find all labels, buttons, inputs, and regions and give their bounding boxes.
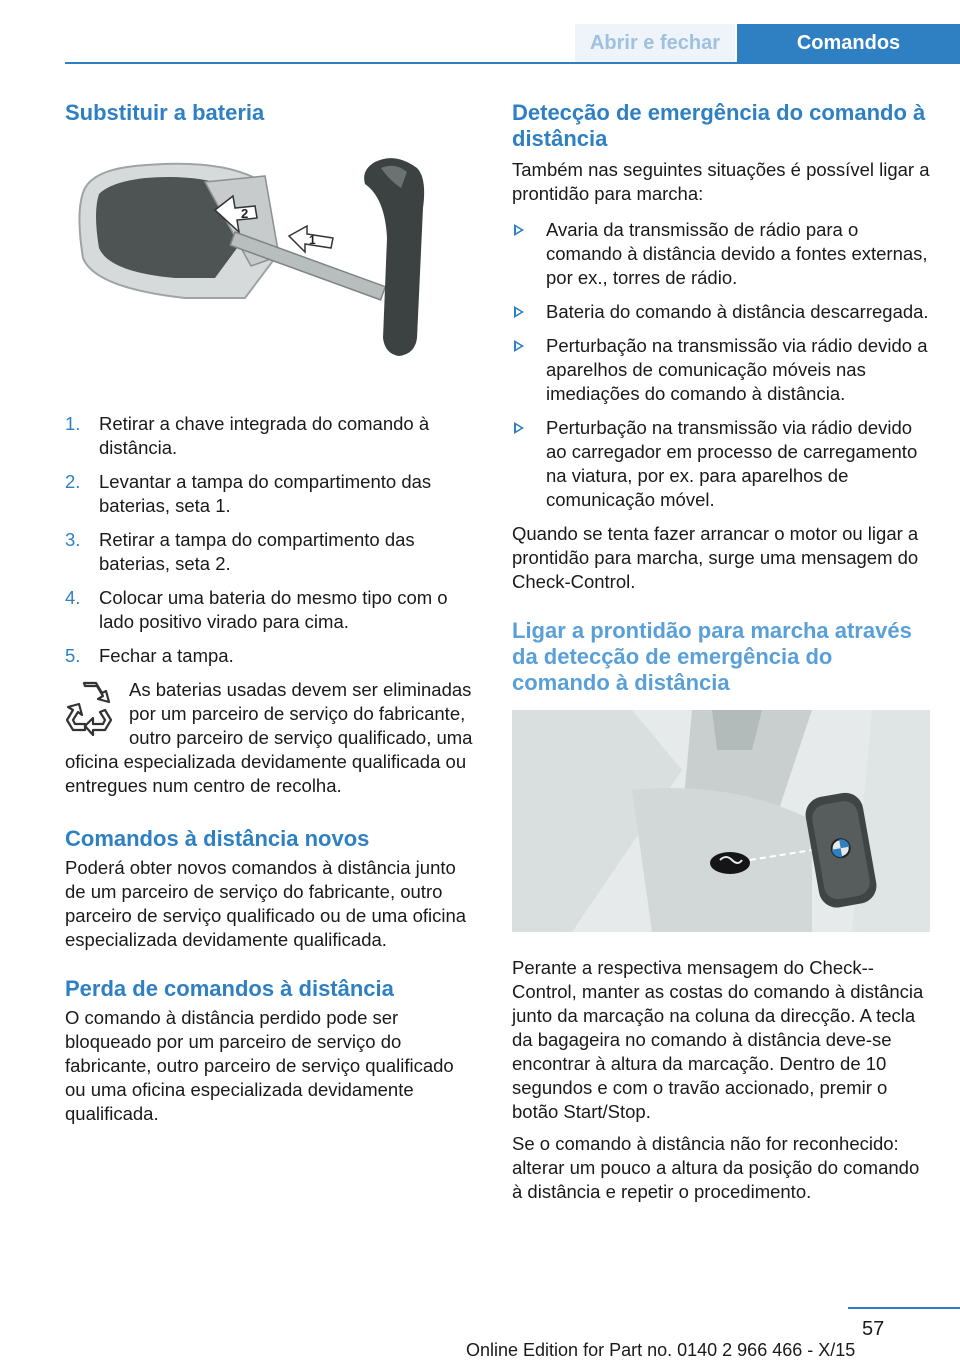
paragraph-new-remotes: Poderá obter novos comandos à distância junto de um parceiro de serviço do fabricante, outro parceiro de serviço qualificado ou de uma oficina especializada devidamente qualificada.: [65, 857, 467, 950]
tab-abrir-e-fechar[interactable]: Abrir e fechar: [575, 24, 735, 62]
recycle-note: [65, 678, 479, 798]
heading-emergency-detection: Detecção de emergência do comando à distância: [512, 100, 926, 151]
footer-rule: [848, 1307, 960, 1309]
step-number: 5.: [65, 645, 81, 666]
step-number: 2.: [65, 471, 81, 492]
triangle-bullet-icon: [514, 224, 524, 236]
bullet-text: Perturbação na transmissão via rádio devido a aparelhos de comunicação móveis nas imediações do comando à distância.: [546, 335, 928, 404]
step-text: Colocar uma bateria do mesmo tipo com o lado positivo virado para cima.: [99, 587, 448, 632]
tab-comandos[interactable]: Comandos: [737, 24, 960, 62]
list-item: [65, 528, 479, 576]
paragraph-check-control: Quando se tenta fazer arrancar o motor ou ligar a prontidão para marcha, surge uma mensagem do Check-Control.: [512, 523, 919, 592]
bullet-text: Avaria da transmissão de rádio para o comando à distância devido a fontes externas, por ex., torres de rádio.: [546, 219, 928, 288]
arrow-label-1: 1: [309, 233, 316, 247]
list-item: [512, 416, 930, 512]
heading-new-remotes: Comandos à distância novos: [65, 826, 370, 851]
list-item: [512, 218, 930, 290]
recycle-text: As baterias usadas devem ser eliminadas por um parceiro de serviço do fabricante, outro parceiro de serviço qualificado, uma oficina especializada devidamente qualificada ou entregues num centro de recolha.: [65, 679, 473, 796]
step-number: 3.: [65, 529, 81, 550]
bullet-text: Perturbação na transmissão via rádio devido ao carregador em processo de carregamento na viatura, por ex. para aparelhos de comunicação móvel.: [546, 417, 918, 510]
triangle-bullet-icon: [514, 306, 524, 318]
step-text: Fechar a tampa.: [99, 645, 234, 666]
paragraph-lost-remotes: O comando à distância perdido pode ser bloqueado por um parceiro de serviço do fabricante, outro parceiro de serviço qualificado ou uma oficina especializada devidamente qualificada.: [65, 1007, 454, 1124]
key-fob-image: [65, 148, 479, 384]
battery-steps-list: [65, 412, 479, 668]
paragraph-ready-retry: Se o comando à distância não for reconhecido: alterar um pouco a altura da posição do comando à distância e repetir o procedimento.: [512, 1133, 920, 1202]
step-number: 1.: [65, 413, 81, 434]
list-item: [65, 586, 479, 634]
list-item: [65, 644, 479, 668]
step-text: Levantar a tampa do compartimento das baterias, seta 1.: [99, 471, 432, 516]
recycle-icon: [65, 680, 117, 736]
triangle-bullet-icon: [514, 422, 524, 434]
left-column: [65, 100, 479, 1126]
key-battery-illustration: [65, 148, 479, 384]
arrow-label-2: 2: [241, 206, 249, 221]
heading-enable-ready: Ligar a prontidão para marcha através da detecção de emergência do comando à distância: [512, 618, 912, 695]
triangle-bullet-icon: [514, 340, 524, 352]
header-rule: [65, 62, 960, 64]
right-column: [512, 100, 930, 1204]
step-text: Retirar a tampa do compartimento das baterias, seta 2.: [99, 529, 415, 574]
list-item: [65, 470, 479, 518]
list-item: [512, 334, 930, 406]
heading-replace-battery: Substituir a bateria: [65, 100, 265, 125]
edition-footer: Online Edition for Part no. 0140 2 966 466 - X/15: [466, 1340, 856, 1360]
paragraph-intro: Também nas seguintes situações é possível ligar a prontidão para marcha:: [512, 159, 930, 204]
heading-lost-remotes: Perda de comandos à distância: [65, 976, 394, 1001]
list-item: [65, 412, 479, 460]
step-text: Retirar a chave integrada do comando à distância.: [99, 413, 430, 458]
paragraph-ready-steps: Perante a respectiva mensagem do Check--Control, manter as costas do comando à distância junto da marcação na coluna da direcção. A tecla da bagageira no comando à distância deve-se encontrar à altura da marcação. Dentro de 10 segundos e com o travão accionado, premir o botão Start/Stop.: [512, 957, 924, 1122]
list-item: [512, 300, 930, 324]
steering-column-image: [512, 710, 930, 932]
step-number: 4.: [65, 587, 81, 608]
situations-list: [512, 218, 930, 512]
bullet-text: Bateria do comando à distância descarregada.: [546, 301, 929, 322]
page-number: 57: [862, 1318, 885, 1340]
steering-column-illustration: [512, 710, 930, 932]
